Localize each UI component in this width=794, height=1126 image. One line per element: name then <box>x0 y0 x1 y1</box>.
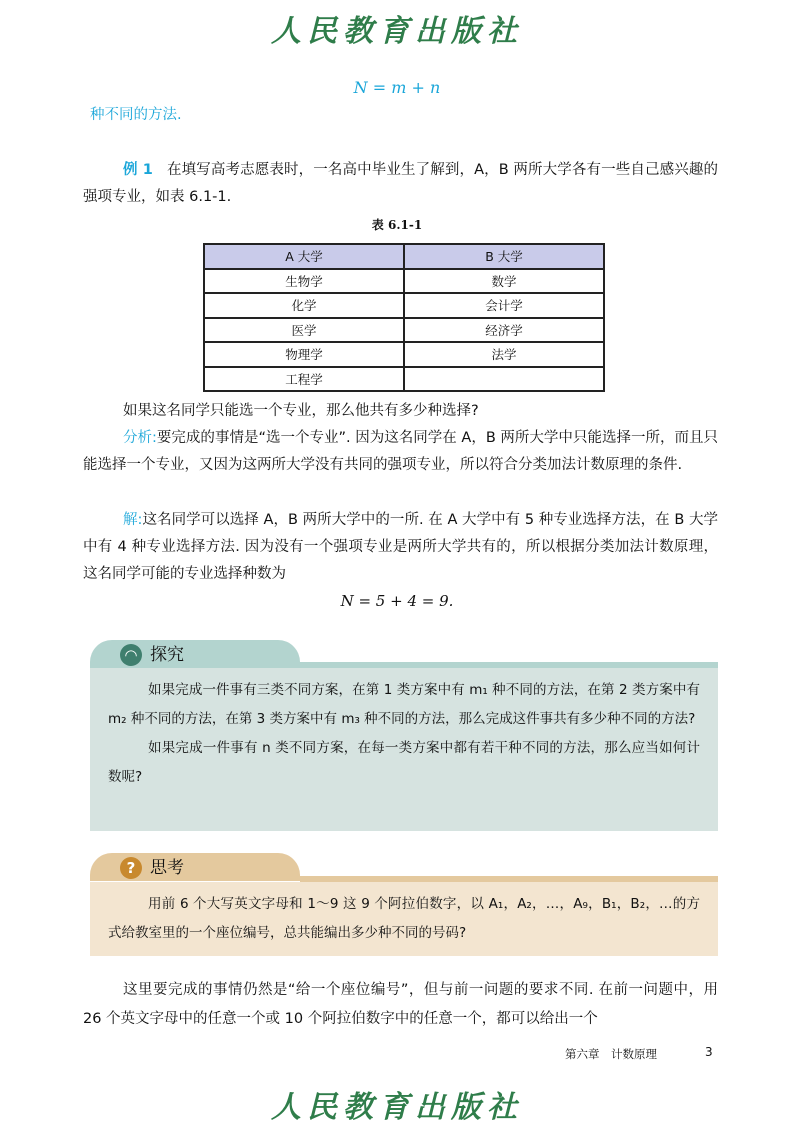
table-caption: 表 6.1-1 <box>371 218 423 232</box>
table-row <box>204 293 604 318</box>
solution-text: 这名同学可以选择 A，B 两所大学中的一所. 在 A 大学中有 5 种专业选择方法，在 B 大学中有 4 种专业选择方法. 因为没有一个强项专业是两所大学共有的，所以根据分类加法计数原理，这名同学可能的专业选择种数为 <box>83 512 718 582</box>
table-cell: 经济学 <box>404 318 604 343</box>
publisher-logo-bottom: 人民教育出版社 <box>271 1090 523 1125</box>
body-paragraph: 这里要完成的事情仍然是“给一个座位编号”，但与前一问题的要求不同. 在前一问题中，用 26 个英文字母中的任意一个或 10 个阿拉伯数字中的任意一个，都可以给出一个 <box>83 982 718 1027</box>
solution-label: 解: <box>123 512 143 528</box>
table-row <box>204 318 604 343</box>
table-header: B 大学 <box>404 244 604 269</box>
table-header: A 大学 <box>204 244 404 269</box>
question: 如果这名同学只能选一个专业，那么他共有多少种选择? <box>123 403 479 419</box>
table-row <box>204 367 604 392</box>
analysis-label: 分析: <box>123 430 157 446</box>
think-title: 思考 <box>150 858 184 878</box>
explore-paragraph: 如果完成一件事有 n 类不同方案，在每一类方案中都有若干种不同的方法，那么应当如何计数呢? <box>108 740 700 785</box>
majors-table <box>203 243 605 392</box>
table-cell: 数学 <box>404 269 604 294</box>
formula-sum: N = m + n <box>353 78 441 97</box>
solution-paragraph <box>83 507 718 588</box>
example-label: 例 1 <box>123 162 153 178</box>
publisher-logo: 人民教育出版社 <box>271 14 523 49</box>
analysis-text: 要完成的事情是“选一个专业”. 因为这名同学在 A，B 两所大学中只能选择一所，而且只能选择一个专业，又因为这两所大学没有共同的强项专业，所以符合分类加法计数原理的条件. <box>83 430 718 473</box>
table-cell: 工程学 <box>204 367 404 392</box>
explore-paragraph: 如果完成一件事有三类不同方案，在第 1 类方案中有 m₁ 种不同的方法，在第 2 类方案中有 m₂ 种不同的方法，在第 3 类方案中有 m₃ 种不同的方法，那么完成这件事共有多少种不同的方法? <box>108 682 700 727</box>
think-paragraph: 用前 6 个大写英文字母和 1～9 这 9 个阿拉伯数字，以 A₁，A₂，…，A₉，B₁，B₂，…的方式给教室里的一个座位编号，总共能编出多少种不同的号码? <box>108 896 700 941</box>
explore-tab <box>90 640 300 668</box>
think-box <box>90 882 718 956</box>
solution-formula: N = 5 + 4 = 9. <box>340 592 454 610</box>
example-paragraph <box>83 157 718 211</box>
table-cell: 化学 <box>204 293 404 318</box>
table-cell: 医学 <box>204 318 404 343</box>
explore-box <box>90 668 718 831</box>
footer-chapter: 第六章 计数原理 <box>565 1047 657 1061</box>
table-row <box>204 342 604 367</box>
table-row <box>204 269 604 294</box>
example-text: 在填写高考志愿表时，一名高中毕业生了解到，A，B 两所大学各有一些自己感兴趣的强项专业，如表 6.1-1. <box>83 162 718 205</box>
explore-title: 探究 <box>150 645 184 665</box>
table-cell: 生物学 <box>204 269 404 294</box>
analysis-paragraph <box>83 425 718 479</box>
question-icon: ? <box>120 857 142 879</box>
table-cell: 物理学 <box>204 342 404 367</box>
page-number: 3 <box>705 1045 713 1059</box>
table-cell <box>404 367 604 392</box>
explore-icon: ◠ <box>120 644 142 666</box>
intro-line: 种不同的方法. <box>90 107 182 123</box>
think-tab <box>90 853 300 881</box>
table-cell: 会计学 <box>404 293 604 318</box>
table-cell: 法学 <box>404 342 604 367</box>
